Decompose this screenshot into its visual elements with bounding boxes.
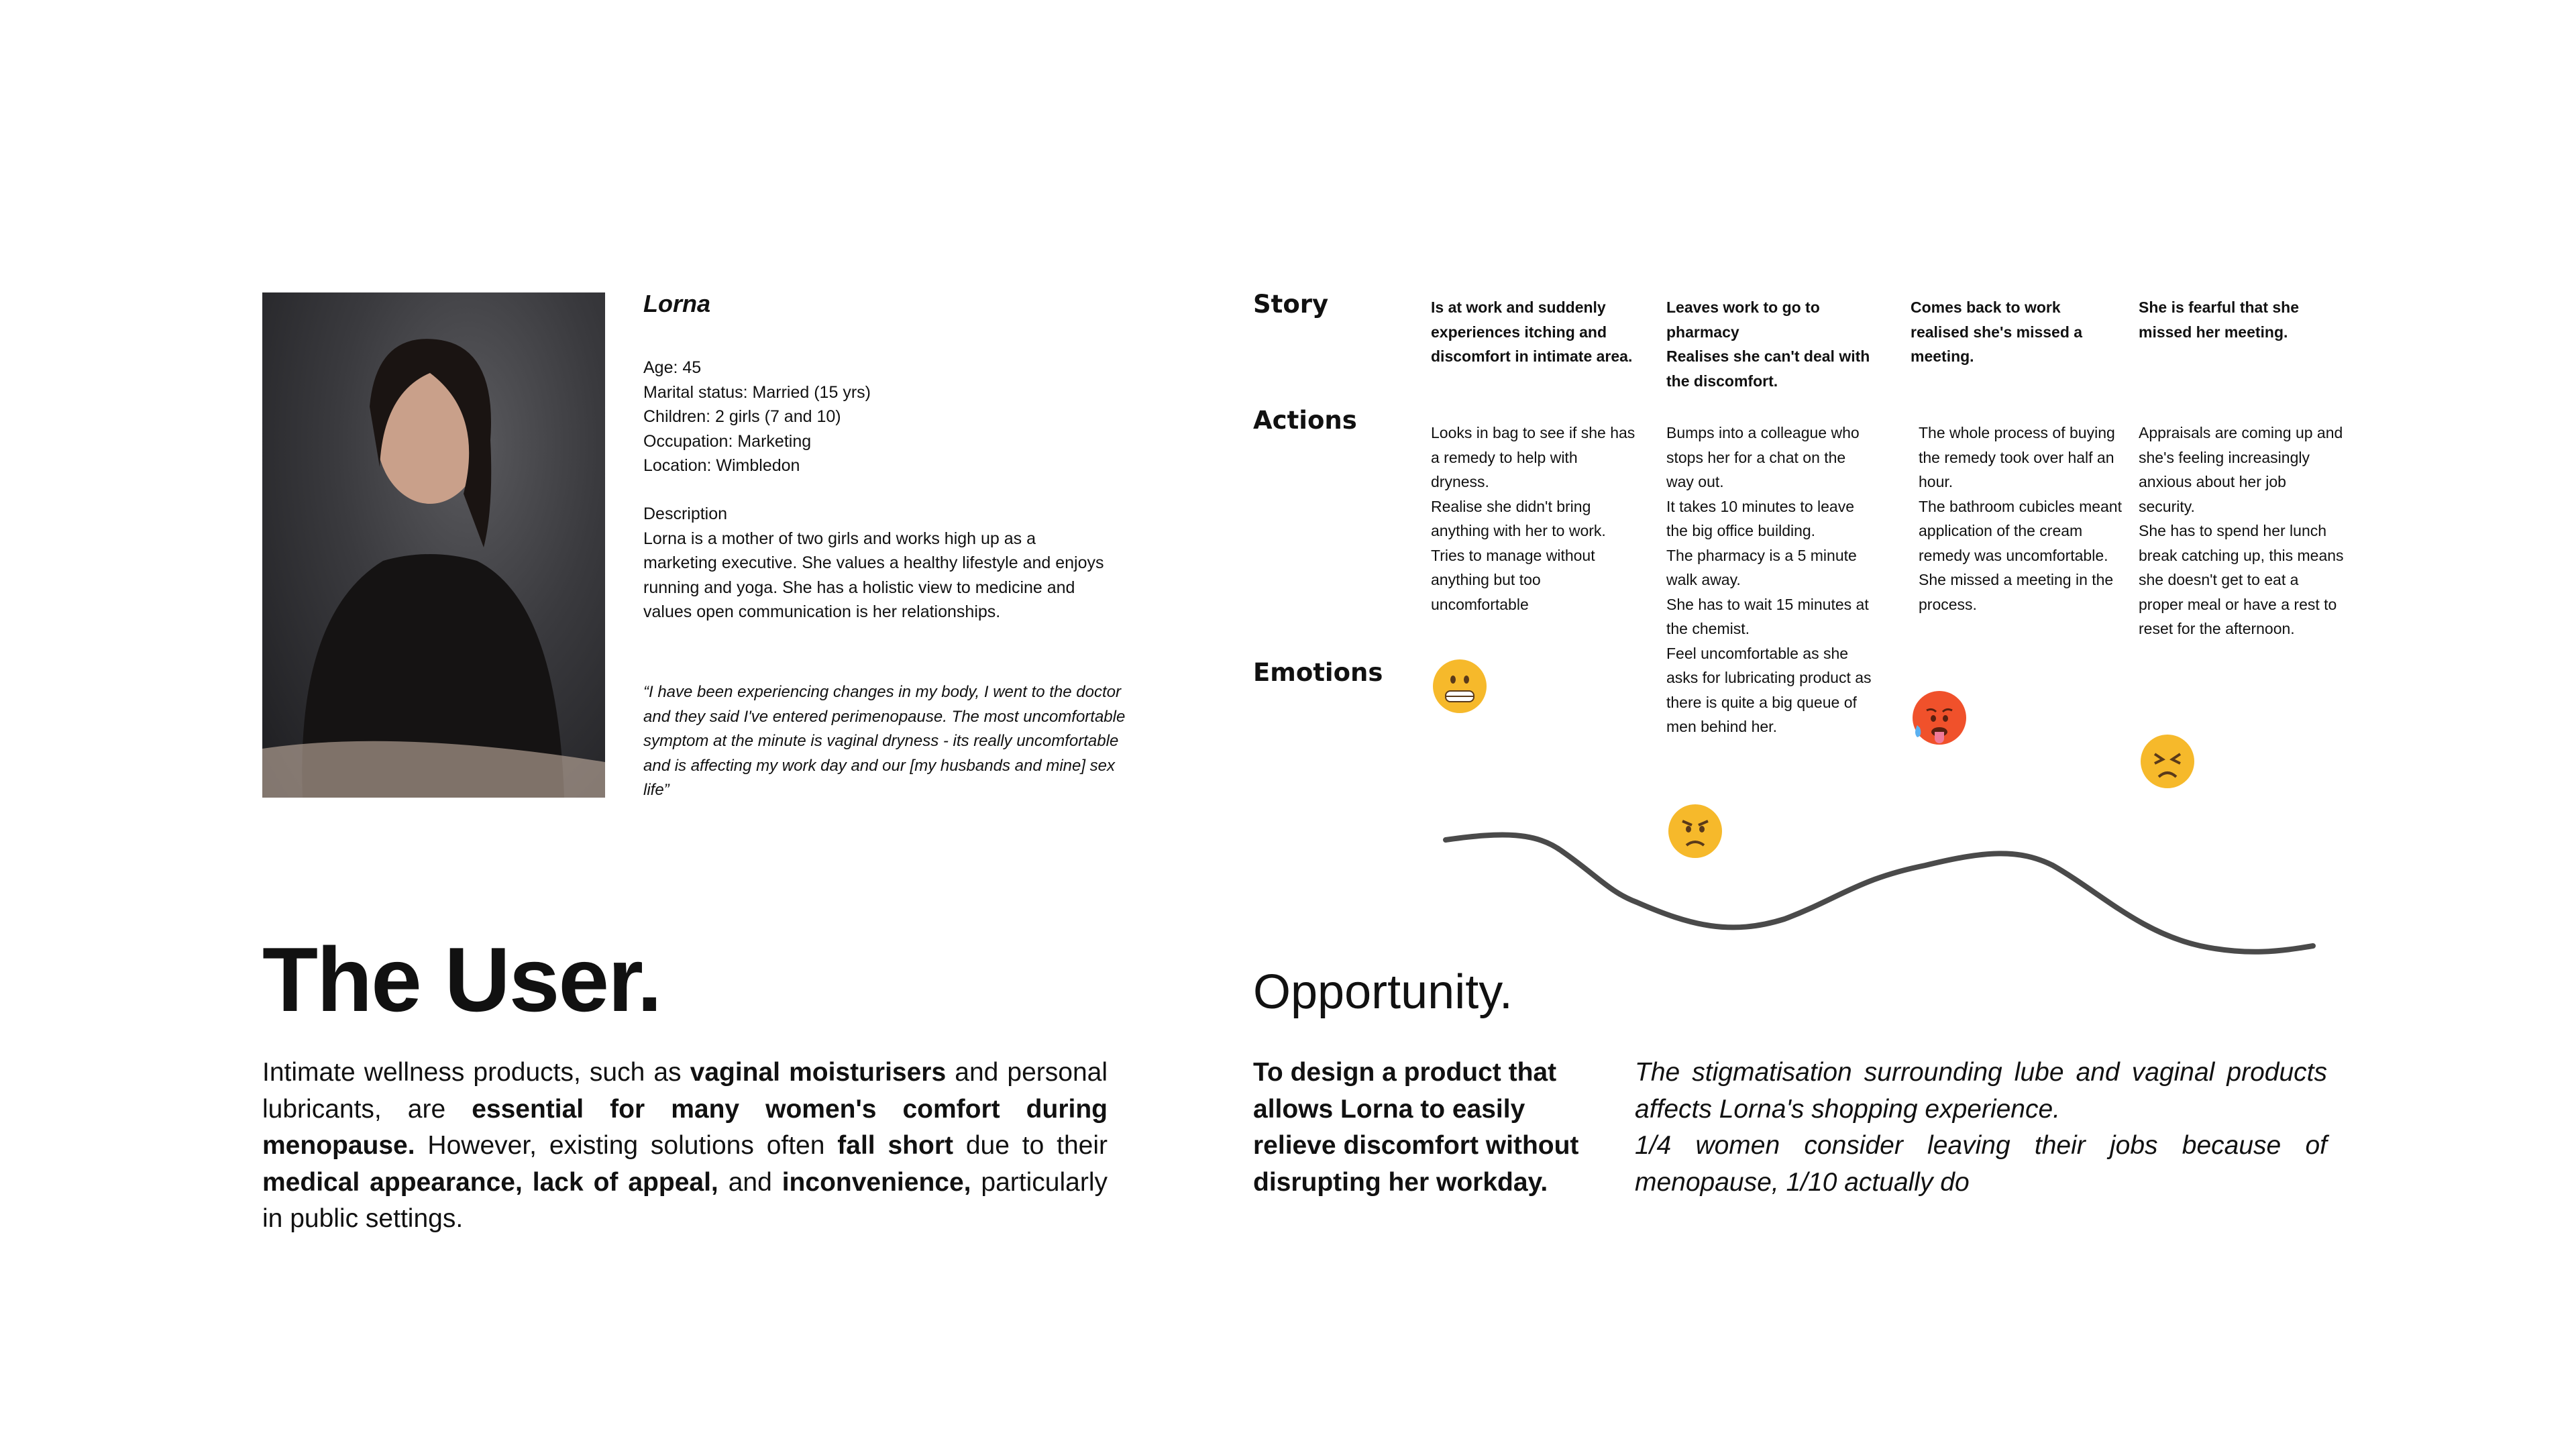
story-text: Leaves work to go to pharmacy xyxy=(1666,299,1820,341)
action-text: Looks in bag to see if she has a remedy to help with dryness. xyxy=(1431,424,1635,490)
action-text: The bathroom cubicles meant application of the cream remedy was uncomfortable. xyxy=(1919,497,2122,564)
story-text: Comes back to work realised she's missed a meeting. xyxy=(1911,299,2083,365)
story-text: Is at work and suddenly experiences itching and discomfort in intimate area. xyxy=(1431,299,1633,365)
emphasis: inconvenience, xyxy=(782,1167,971,1197)
action-text: Realise she didn't bring anything with her to work. xyxy=(1431,497,1606,539)
emphasis: vaginal moisturisers xyxy=(690,1058,947,1087)
text: and xyxy=(718,1167,782,1197)
text: and personal lubricants, are xyxy=(262,1058,1108,1124)
emotions-label: Emotions xyxy=(1253,658,1383,687)
story-label: Story xyxy=(1253,290,1329,319)
detail-age: Age: 45 xyxy=(643,358,702,377)
text: Intimate wellness products, such as xyxy=(262,1058,690,1087)
actions-label: Actions xyxy=(1253,406,1357,435)
detail-marital: Marital status: Married (15 yrs) xyxy=(643,382,871,402)
persona-quote: “I have been experiencing changes in my body, I went to the doctor and they said I've entered perimenopause. The most uncomfortable symptom at the minute is vaginal dryness - its really uncomfortable and is affecting my work day and our [my husbands and mine] sex life” xyxy=(643,683,1126,799)
opportunity-facts xyxy=(1635,1055,2327,1201)
fact: The stigmatisation surrounding lube and vaginal products affects Lorna's shopping experience. xyxy=(1635,1058,2327,1124)
fact: 1/4 women consider leaving their jobs because of menopause, 1/10 actually do xyxy=(1635,1131,2327,1197)
action-text: She missed a meeting in the process. xyxy=(1919,571,2114,613)
user-paragraph xyxy=(262,1055,1108,1238)
action-text: The whole process of buying the remedy took over half an hour. xyxy=(1919,424,2115,490)
action-text: It takes 10 minutes to leave the big office building. xyxy=(1666,497,1854,539)
text: due to their xyxy=(953,1131,1108,1160)
action-text: Tries to manage without anything but too uncomfortable xyxy=(1431,546,1595,613)
emotion-curve-line xyxy=(1446,835,2313,952)
opportunity-title: Opportunity. xyxy=(1253,965,1513,1019)
emphasis: fall short xyxy=(837,1131,953,1160)
detail-occupation: Occupation: Marketing xyxy=(643,431,812,451)
emphasis: medical appearance, lack of appeal, xyxy=(262,1167,718,1197)
text: However, existing solutions often xyxy=(415,1131,838,1160)
action-text: The pharmacy is a 5 minute walk away. xyxy=(1666,546,1857,588)
description-text: Lorna is a mother of two girls and works high up as a marketing executive. She values a healthy lifestyle and enjoys running and yoga. She has a holistic view to medicine and values open communication is her relationships. xyxy=(643,529,1104,621)
detail-children: Children: 2 girls (7 and 10) xyxy=(643,407,841,426)
action-text: Feel uncomfortable as she asks for lubricating product as there is quite a big queue of men behind her. xyxy=(1666,644,1872,735)
action-text: Appraisals are coming up and she's feeling increasingly anxious about her job security. xyxy=(2139,424,2343,515)
description-label: Description xyxy=(643,504,728,523)
action-text: Bumps into a colleague who stops her for a chat on the way out. xyxy=(1666,424,1860,490)
opportunity-statement: To design a product that allows Lorna to easily relieve discomfort without disrupting her workday. xyxy=(1253,1058,1579,1197)
emphasis: essential for many women's comfort during menopause. xyxy=(262,1094,1108,1160)
story-text: She is fearful that she missed her meeting. xyxy=(2139,299,2300,341)
user-title: The User. xyxy=(262,928,661,1030)
story-text: Realises she can't deal with the discomfort. xyxy=(1666,347,1870,390)
detail-location: Location: Wimbledon xyxy=(643,456,800,475)
text: particularly in public settings. xyxy=(262,1167,1108,1233)
persona-name: Lorna xyxy=(643,290,711,317)
action-text: She has to spend her lunch break catching up, this means she doesn't get to eat a proper meal or have a rest to reset for the afternoon. xyxy=(2139,522,2344,637)
action-text: She has to wait 15 minutes at the chemist. xyxy=(1666,595,1869,637)
